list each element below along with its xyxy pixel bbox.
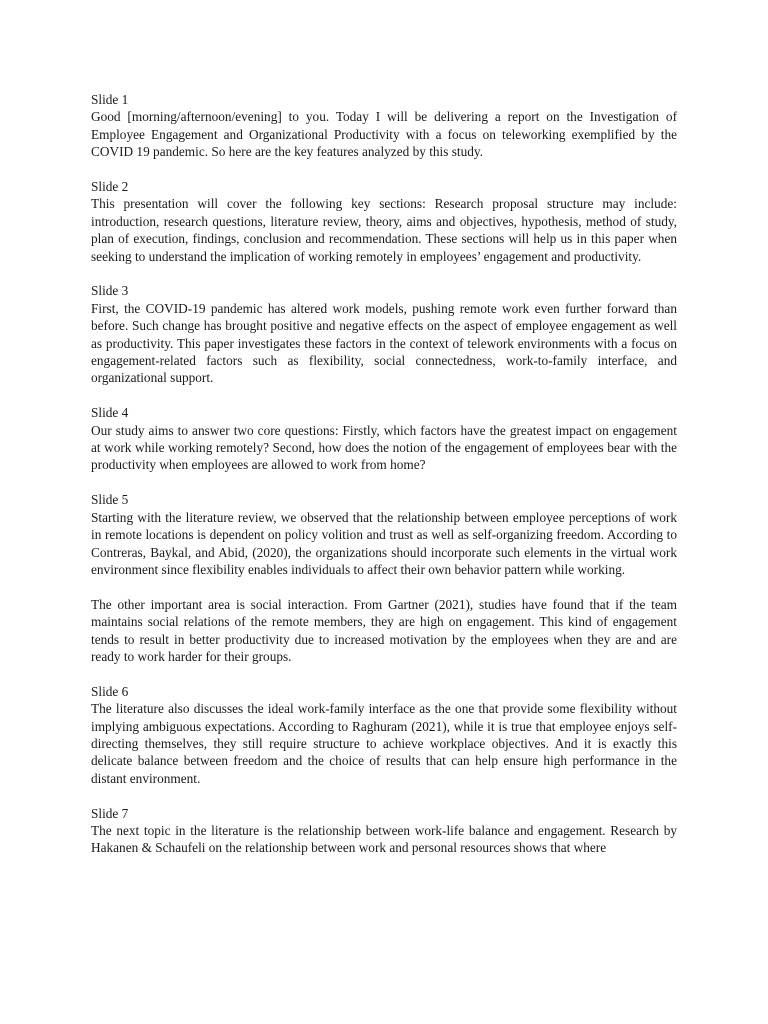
slide-heading: Slide 2 (91, 179, 129, 195)
slide-paragraph: First, the COVID-19 pandemic has altered work models, pushing remote work even further forward than before. Such change has brought positive and negative effects on the aspect of employee engagement as well as productivity. This paper investigates these factors in the context of telework environments with a focus on engagement-related factors such as flexibility, social connectedness, work-to-family interface, and organizational support. (91, 300, 677, 386)
slide-section-2 (91, 178, 677, 265)
slide-paragraph: Good [morning/afternoon/evening] to you. Today I will be delivering a report on the Investigation of Employee Engagement and Organizational Productivity with a focus on teleworking exemplified by the COVID 19 pandemic. So here are the key features analyzed by this study. (91, 109, 677, 160)
slide-heading: Slide 7 (91, 805, 129, 821)
slide-heading: Slide 3 (91, 283, 129, 299)
slide-heading: Slide 6 (91, 683, 129, 699)
slide-paragraph: This presentation will cover the following key sections: Research proposal structure may include: introduction, research questions, literature review, theory, aims and objectives, hypothesis, method of study, plan of execution, findings, conclusion and recommendation. These sections will help us in this paper when seeking to understand the implication of working remotely in employees’ engagement and productivity. (91, 196, 677, 264)
document-page (91, 91, 677, 874)
slide-heading: Slide 1 (91, 92, 129, 107)
slide-section-4 (91, 404, 677, 474)
slide-section-5 (91, 491, 677, 665)
slide-heading: Slide 5 (91, 492, 129, 508)
slide-section-1 (91, 91, 677, 161)
slide-section-6 (91, 683, 677, 787)
slide-paragraph: Our study aims to answer two core questions: Firstly, which factors have the greatest impact on engagement at work while working remotely? Second, how does the notion of the engagement of employees bear with the productivity when employees are allowed to work from home? (91, 422, 677, 473)
slide-paragraph: The literature also discusses the ideal work-family interface as the one that provide some flexibility without implying ambiguous expectations. According to Raghuram (2021), while it is true that employee enjoys self-directing themselves, they still require structure to achieve workplace objectives. And it is exactly this delicate balance between freedom and the choice of results that can help ensure high performance in the distant environment. (91, 701, 677, 786)
slide-section-3 (91, 282, 677, 386)
slide-paragraph: The other important area is social interaction. From Gartner (2021), studies have found that if the team maintains social relations of the remote members, they are high on engagement. This kind of engagement tends to result in better productivity due to increased motivation by the employees when they are and are ready to work harder for their groups. (91, 596, 677, 664)
slide-paragraph: The next topic in the literature is the relationship between work-life balance and engagement. Research by Hakanen & Schaufeli on the relationship between work and personal resources shows that where (91, 822, 677, 856)
slide-section-7 (91, 805, 677, 857)
slide-heading: Slide 4 (91, 405, 129, 421)
slide-paragraph: Starting with the literature review, we observed that the relationship between employee perceptions of work in remote locations is dependent on policy volition and trust as well as self-organizing freedom. According to Contreras, Baykal, and Abid, (2020), the organizations should incorporate such elements in the virtual work environment since flexibility enables individuals to affect their own behavior pattern while working. (91, 509, 677, 577)
